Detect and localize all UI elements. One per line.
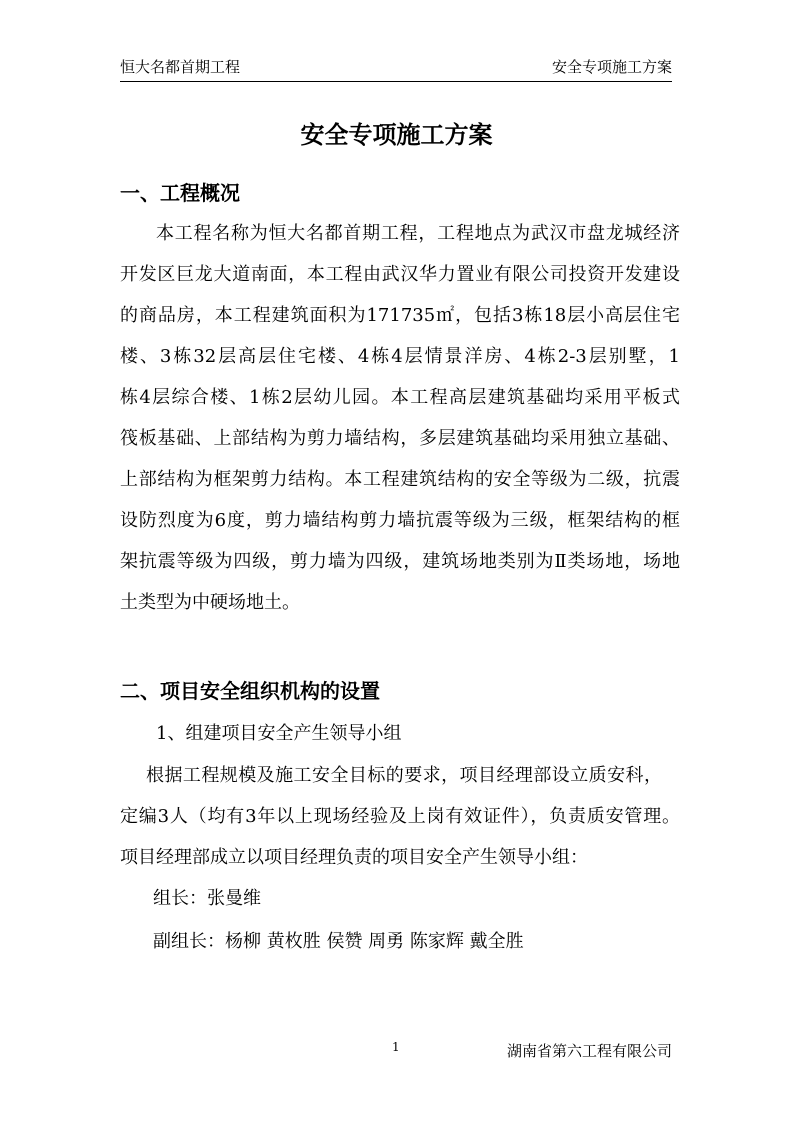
header-document-name: 安全专项施工方案 [551,58,672,76]
section-1-line: 的商品房，本工程建筑面积为171735㎡，包括3栋18层小高层住宅 [120,305,680,326]
header-project-name: 恒大名都首期工程 [120,58,241,76]
section-1-line: 开发区巨龙大道南面，本工程由武汉华力置业有限公司投资开发建设 [120,264,680,285]
section-2-heading: 二、项目安全组织机构的设置 [120,679,380,703]
section-1-heading: 一、工程概况 [120,181,240,205]
document-title: 安全专项施工方案 [300,120,493,149]
section-2-subheading: 1、组建项目安全产生领导小组 [156,723,402,744]
section-1-line: 架抗震等级为四级，剪力墙为四级，建筑场地类别为Ⅱ类场地，场地 [120,551,680,572]
section-1-line: 楼、3栋32层高层住宅楼、4栋4层情景洋房、4栋2-3层别墅，1 [120,346,680,367]
section-1-line: 筏板基础、上部结构为剪力墙结构，多层建筑基础均采用独立基础、 [120,428,680,449]
section-1-line: 设防烈度为6度，剪力墙结构剪力墙抗震等级为三级，框架结构的框 [120,510,680,531]
section-1-line: 本工程名称为恒大名都首期工程，工程地点为武汉市盘龙城经济 [156,223,680,244]
section-2-line: 定编3人（均有3年以上现场经验及上岗有效证件），负责质安管理。 [120,806,680,827]
section-1-line: 栋4层综合楼、1栋2层幼儿园。本工程高层建筑基础均采用平板式 [120,387,680,408]
team-deputies: 副组长：杨柳 黄枚胜 侯赞 周勇 陈家辉 戴全胜 [153,931,524,952]
section-2-line: 项目经理部成立以项目经理负责的项目安全产生领导小组： [120,847,588,868]
section-2-line: 根据工程规模及施工安全目标的要求，项目经理部设立质安科， [146,765,662,786]
section-1-line: 土类型为中硬场地土。 [120,592,300,613]
footer-company-name: 湖南省第六工程有限公司 [506,1042,672,1060]
page-header [120,57,672,82]
page-footer [120,1040,672,1064]
page-number: 1 [392,1040,400,1054]
team-leader: 组长：张曼维 [153,888,261,909]
section-1-line: 上部结构为框架剪力结构。本工程建筑结构的安全等级为二级，抗震 [120,469,680,490]
